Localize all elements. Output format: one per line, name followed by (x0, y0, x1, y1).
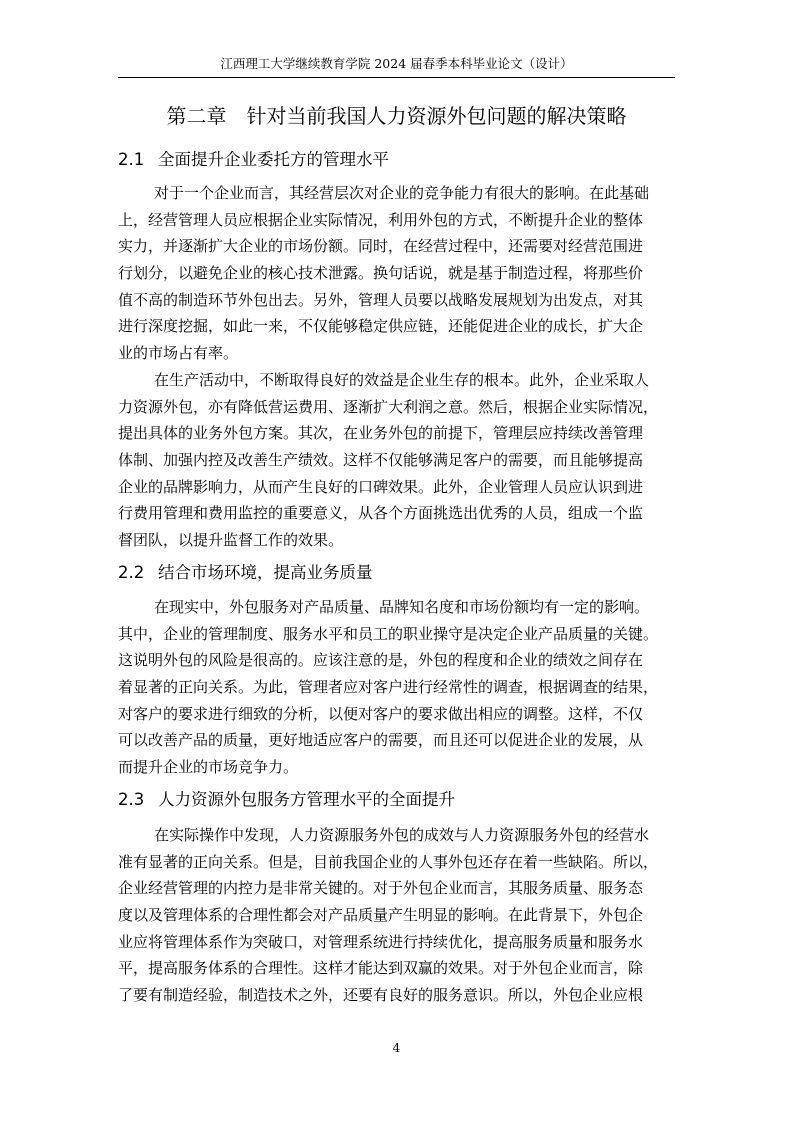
section-heading-2-3 (118, 787, 675, 813)
paragraph-2-1-a (118, 180, 675, 367)
paragraph-line: 行费用管理和费用监控的重要意义，从各个方面挑选出优秀的人员，组成一个监 (118, 504, 644, 523)
paragraph-line: 平，提高服务体系的合理性。这样才能达到双赢的效果。对于外包企业而言，除 (118, 959, 644, 978)
paragraph-line: 而提升企业的市场竞争力。 (118, 758, 299, 777)
paragraph-line: 业应将管理体系作为突破口，对管理系统进行持续优化，提高服务质量和服务水 (118, 932, 644, 951)
paragraph-line: 力资源外包，亦有降低营运费用、逐渐扩大利润之意。然后，根据企业实际情况， (118, 397, 659, 416)
paragraph-line: 在生产活动中，不断取得良好的效益是企业生存的根本。此外，企业采取人 (154, 371, 650, 389)
paragraph-line: 企业经营管理的内控力是非常关键的。对于外包企业而言，其服务质量、服务态 (118, 879, 644, 898)
chapter-title: 第二章 针对当前我国人力资源外包问题的解决策略 (166, 104, 627, 128)
paragraph-line: 对于一个企业而言，其经营层次对企业的竞争能力有很大的影响。在此基础 (154, 184, 650, 202)
paragraph-line: 度以及管理体系的合理性都会对产品质量产生明显的影响。在此背景下，外包企 (118, 906, 644, 925)
section-number: 2.1 (118, 150, 145, 169)
paragraph-line: 准有显著的正向关系。但是，目前我国企业的人事外包还存在着一些缺陷。所以， (118, 852, 659, 871)
running-header: 江西理工大学继续教育学院 2024 届春季本科毕业论文（设计） (220, 56, 573, 71)
section-title: 结合市场环境，提高业务质量 (158, 563, 373, 582)
paragraph-2-3-a (118, 822, 675, 1009)
section-title: 全面提升企业委托方的管理水平 (158, 150, 389, 169)
paragraph-line: 进行深度挖掘，如此一来，不仅能够稳定供应链，还能促进企业的成长，扩大企 (118, 317, 644, 336)
paragraph-line: 了要有制造经验，制造技术之外，还要有良好的服务意识。所以，外包企业应根 (118, 986, 644, 1005)
paragraph-line: 可以改善产品的质量，更好地适应客户的需要，而且还可以促进企业的发展，从 (118, 731, 644, 750)
paragraph-line: 在实际操作中发现，人力资源服务外包的成效与人力资源服务外包的经营水 (154, 826, 650, 844)
section-number: 2.2 (118, 563, 145, 582)
paragraph-line: 督团队，以提升监督工作的效果。 (118, 531, 344, 550)
section-heading-2-1 (118, 147, 675, 173)
paragraph-2-2-a (118, 594, 675, 781)
paragraph-line: 业的市场占有率。 (118, 344, 239, 363)
section-number: 2.3 (118, 790, 145, 809)
paragraph-line: 着显著的正向关系。为此，管理者应对客户进行经常性的调查，根据调查的结果， (118, 678, 659, 697)
paragraph-2-1-b (118, 367, 675, 554)
paragraph-line: 行划分，以避免企业的核心技术泄露。换句话说，就是基于制造过程，将那些价 (118, 264, 644, 283)
paragraph-line: 上，经营管理人员应根据企业实际情况，利用外包的方式，不断提升企业的整体 (118, 210, 644, 229)
paragraph-line: 体制、加强内控及改善生产绩效。这样不仅能够满足客户的需要，而且能够提高 (118, 451, 644, 470)
paragraph-line: 提出具体的业务外包方案。其次，在业务外包的前提下，管理层应持续改善管理 (118, 424, 644, 443)
paragraph-line: 值不高的制造环节外包出去。另外，管理人员要以战略发展规划为出发点，对其 (118, 290, 644, 309)
paragraph-line: 实力，并逐渐扩大企业的市场份额。同时，在经营过程中，还需要对经营范围进 (118, 237, 644, 256)
section-heading-2-2 (118, 560, 675, 586)
section-title: 人力资源外包服务方管理水平的全面提升 (158, 790, 455, 809)
page-number: 4 (392, 1041, 401, 1055)
paragraph-line: 这说明外包的风险是很高的。应该注意的是，外包的程度和企业的绩效之间存在 (118, 651, 644, 670)
paragraph-line: 在现实中，外包服务对产品质量、品牌知名度和市场份额均有一定的影响。 (154, 598, 650, 616)
header-rule (118, 77, 675, 78)
paragraph-line: 对客户的要求进行细致的分析，以便对客户的要求做出相应的调整。这样，不仅 (118, 704, 644, 723)
paragraph-line: 其中，企业的管理制度、服务水平和员工的职业操守是决定企业产品质量的关键。 (118, 624, 659, 643)
paragraph-line: 企业的品牌影响力，从而产生良好的口碑效果。此外，企业管理人员应认识到进 (118, 477, 644, 496)
